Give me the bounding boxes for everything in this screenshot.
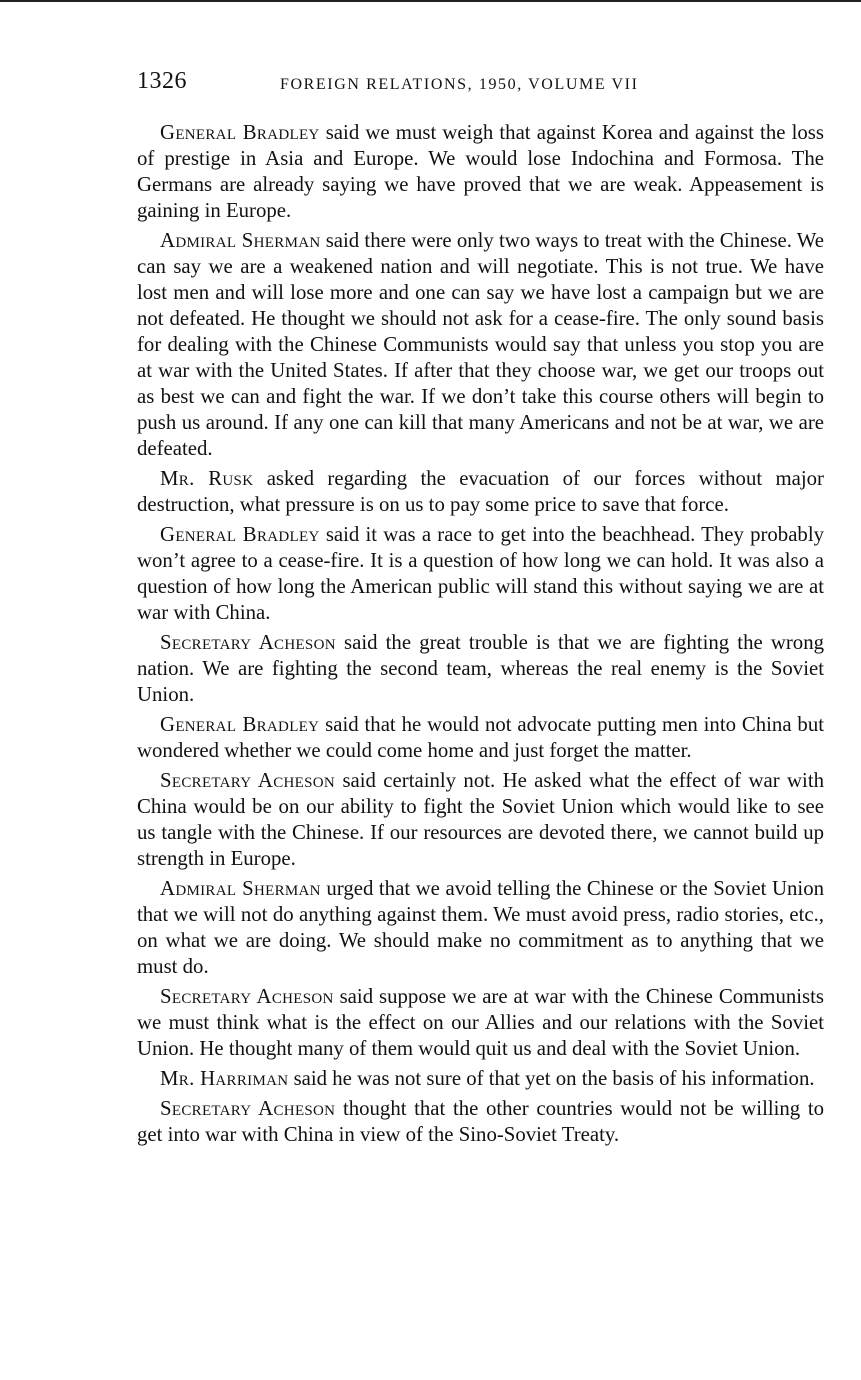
paragraph-text: said we must weigh that against Korea and against the loss of prestige in Asia and Europe. We would lose Indochina and Formosa. The Germans are already saying we have proved that we are weak. Appeasement is gaining in Europe. <box>137 121 824 222</box>
paragraph <box>137 712 824 764</box>
body-text <box>137 120 824 1152</box>
page-number: 1326 <box>137 68 187 94</box>
paragraph-text: said suppose we are at war with the Chinese Communists we must think what is the effect on our Allies and our relations with the Soviet Union. He thought many of them would quit us and deal with the Soviet Union. <box>137 985 824 1060</box>
speaker-name: Admiral Sherman <box>160 877 321 900</box>
paragraph <box>137 768 824 872</box>
paragraph-text: said certainly not. He asked what the effect of war with China would be on our ability to fight the Soviet Union which would like to see us tangle with the Chinese. If our resources are devoted there, we cannot build up strength in Europe. <box>137 769 824 870</box>
paragraph <box>137 876 824 980</box>
paragraph-text: said it was a race to get into the beachhead. They probably won’t agree to a cease-fire. It is a question of how long we can hold. It was also a question of how long the American public will stand this without saying we are at war with China. <box>137 523 824 624</box>
paragraph <box>137 1096 824 1148</box>
paragraph <box>137 228 824 462</box>
paragraph <box>137 1066 824 1092</box>
speaker-name: General Bradley <box>160 121 320 144</box>
speaker-name: General Bradley <box>160 713 320 736</box>
paragraph-text: said there were only two ways to treat with the Chinese. We can say we are a weakened nation and will negotiate. This is not true. We have lost men and will lose more and one can say we have lost a campaign but we are not defeated. He thought we should not ask for a cease-fire. The only sound basis for dealing with the Chinese Communists would say that unless you stop you are at war with the United States. If after that they choose war, we get our troops out as best we can and fight the war. If we don’t take this course others will begin to push us around. If any one can kill that many Americans and not be at war, we are defeated. <box>137 229 825 460</box>
paragraph-text: said the great trouble is that we are fighting the wrong nation. We are fighting the second team, whereas the real enemy is the Soviet Union. <box>137 631 824 706</box>
speaker-name: Mr. Rusk <box>160 467 254 490</box>
speaker-name: Secretary Acheson <box>160 769 336 792</box>
paragraph <box>137 466 824 518</box>
speaker-name: Secretary Acheson <box>160 985 334 1008</box>
paragraph-text: asked regarding the evacuation of our forces without major destruction, what pressure is on us to pay some price to save that force. <box>137 467 824 516</box>
paragraph <box>137 120 824 224</box>
speaker-name: Secretary Acheson <box>160 631 336 654</box>
paragraph <box>137 522 824 626</box>
paragraph-text: urged that we avoid telling the Chinese or the Soviet Union that we will not do anything against them. We must avoid press, radio stories, etc., on what we are doing. We should make no commitment as to anything that we must do. <box>137 877 824 978</box>
running-head <box>137 68 827 104</box>
paragraph <box>137 630 824 708</box>
paragraph-text: thought that the other countries would not be willing to get into war with China in view of the Sino-Soviet Treaty. <box>137 1097 824 1146</box>
paragraph-text: said that he would not advocate putting men into China but wondered whether we could come home and just forget the matter. <box>137 713 825 762</box>
paragraph-text: said he was not sure of that yet on the basis of his information. <box>293 1067 815 1090</box>
speaker-name: General Bradley <box>160 523 320 546</box>
paragraph <box>137 984 824 1062</box>
speaker-name: Secretary Acheson <box>160 1097 336 1120</box>
running-head-title: FOREIGN RELATIONS, 1950, VOLUME VII <box>280 76 639 93</box>
speaker-name: Admiral Sherman <box>160 229 321 252</box>
speaker-name: Mr. Harriman <box>160 1067 289 1090</box>
